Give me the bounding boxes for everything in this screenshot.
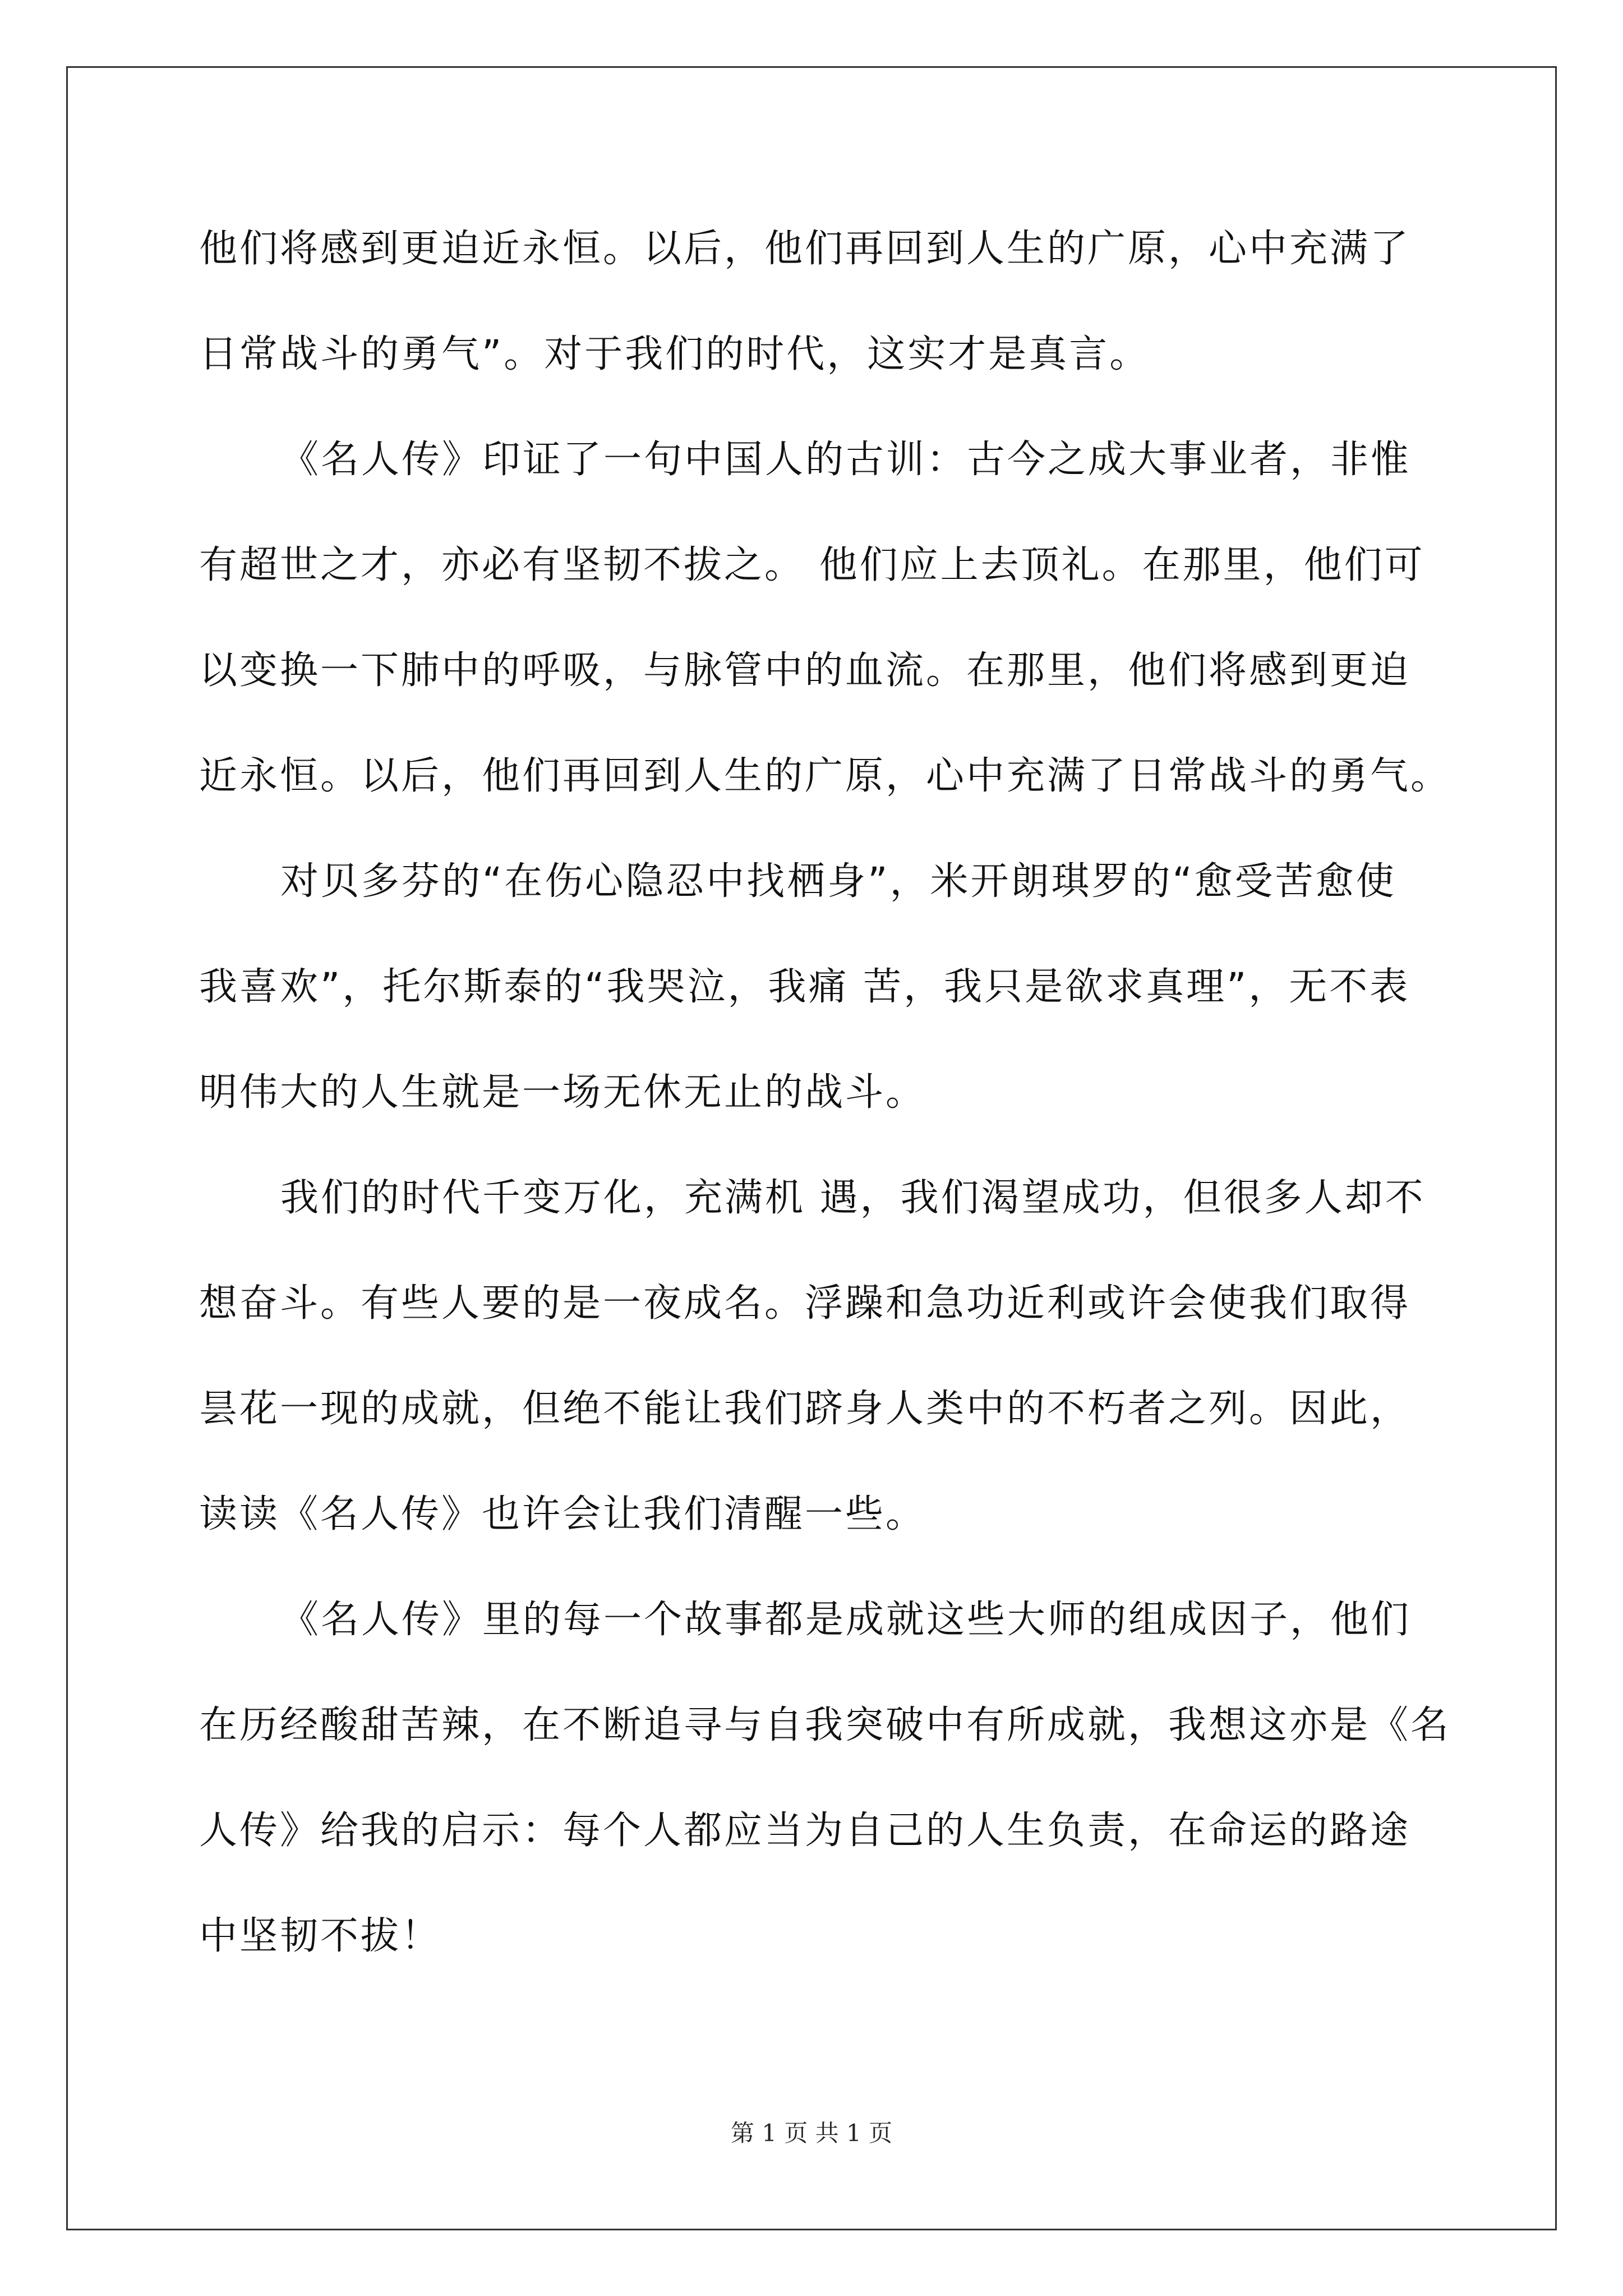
paragraph-start-line: 《名人传》里的每一个故事都是成就这些大师的组成因子，他们 (280, 1598, 1412, 1642)
paragraph-start-line: 对贝多芬的“在伤心隐忍中找栖身”，米开朗琪罗的“愈受苦愈使 (280, 859, 1396, 904)
page-number-footer: 第 1 页 共 1 页 (730, 2119, 893, 2147)
text-line: 我喜欢”，托尔斯泰的“我哭泣，我痛 苦，我只是欲求真理”，无不表 (199, 965, 1410, 1009)
paragraph-start-line: 《名人传》印证了一句中国人的古训：古今之成大事业者，非惟 (280, 438, 1412, 482)
text-line: 明伟大的人生就是一场无休无止的战斗。 (199, 1070, 926, 1115)
text-line: 昙花一现的成就，但绝不能让我们跻身人类中的不朽者之列。因此， (199, 1387, 1411, 1431)
text-line: 读读《名人传》也许会让我们清醒一些。 (199, 1492, 926, 1536)
text-line: 想奋斗。有些人要的是一夜成名。浮躁和急功近利或许会使我们取得 (199, 1281, 1411, 1326)
text-line: 他们将感到更迫近永恒。以后，他们再回到人生的广原，心中充满了 (199, 227, 1411, 271)
paragraph-start-line: 我们的时代千变万化，充满机 遇，我们渴望成功，但很多人却不 (280, 1176, 1426, 1220)
text-line: 人传》给我的启示：每个人都应当为自己的人生负责，在命运的路途 (199, 1809, 1411, 1853)
text-line: 有超世之才，亦必有坚韧不拔之。 他们应上去顶礼。在那里，他们可 (199, 543, 1425, 587)
text-line: 以变换一下肺中的呼吸，与脉管中的血流。在那里，他们将感到更迫 (199, 648, 1411, 693)
text-line: 日常战斗的勇气”。对于我们的时代，这实才是真言。 (199, 332, 1150, 376)
text-line: 近永恒。以后，他们再回到人生的广原，心中充满了日常战斗的勇气。 (199, 754, 1451, 798)
text-line: 中坚韧不拔！ (199, 1914, 442, 1958)
text-line: 在历经酸甜苦辣，在不断追寻与自我突破中有所成就，我想这亦是《名 (199, 1703, 1451, 1747)
document-body (199, 196, 1455, 1989)
